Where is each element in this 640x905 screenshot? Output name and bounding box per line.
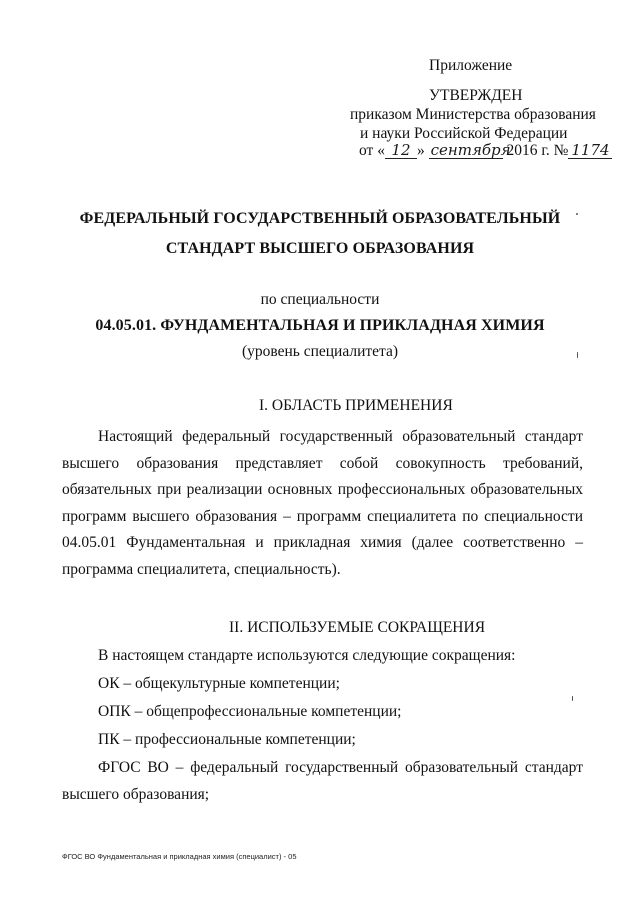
order-line-2: и науки Российской Федерации xyxy=(360,125,568,142)
abbreviation-fgos-line-2: высшего образования; xyxy=(62,786,210,803)
date-month-handwritten: сентября xyxy=(430,141,511,159)
date-day-handwritten: 12 xyxy=(385,142,417,159)
document-title-line-1: ФЕДЕРАЛЬНЫЙ ГОСУДАРСТВЕННЫЙ ОБРАЗОВАТЕЛЬНЫЙ xyxy=(79,210,561,227)
scan-speck xyxy=(572,696,573,701)
order-date-line xyxy=(359,141,612,161)
abbreviation-item: ОПК – общепрофессиональные компетенции; xyxy=(98,703,402,720)
section-1-text: Настоящий федеральный государственный образовательный стандарт высшего образования представляет собой совокупность требований, обязательных при реализации основных профессиональных образовательных программ высшего образования – программ специалитета по специальности 04.05.01 Фундаментальная и прикладная химия (далее соответственно – программа специалитета, специальность). xyxy=(62,428,583,578)
date-year: 2016 г. № xyxy=(506,142,569,159)
document-title-line-2: СТАНДАРТ ВЫСШЕГО ОБРАЗОВАНИЯ xyxy=(165,240,475,257)
order-line-1: приказом Министерства образования xyxy=(350,106,596,123)
section-1-heading: I. ОБЛАСТЬ ПРИМЕНЕНИЯ xyxy=(259,397,453,414)
specialty-name: 04.05.01. ФУНДАМЕНТАЛЬНАЯ И ПРИКЛАДНАЯ ХИМИЯ xyxy=(95,317,545,334)
order-number-handwritten: 1174 xyxy=(568,142,612,159)
approved-label: УТВЕРЖДЕН xyxy=(429,87,523,104)
abbreviation-fgos-line-1: ФГОС ВО – федеральный государственный образовательный стандарт xyxy=(98,759,583,776)
abbreviations-intro: В настоящем стандарте используются следующие сокращения: xyxy=(98,647,516,664)
specialty-level: (уровень специалитета) xyxy=(241,343,399,360)
abbreviation-item: ПК – профессиональные компетенции; xyxy=(98,731,356,748)
date-prefix: от « xyxy=(359,142,385,159)
appendix-label: Приложение xyxy=(429,57,513,74)
specialty-intro: по специальности xyxy=(260,291,380,308)
section-1-body xyxy=(62,424,583,583)
scan-speck xyxy=(576,213,578,215)
abbreviation-item: ОК – общекультурные компетенции; xyxy=(98,675,340,692)
date-mid: » xyxy=(416,142,425,159)
scan-speck xyxy=(577,352,578,358)
section-2-heading: II. ИСПОЛЬЗУЕМЫЕ СОКРАЩЕНИЯ xyxy=(229,619,486,636)
page-footer: ФГОС ВО Фундаментальная и прикладная химия (специалист) - 05 xyxy=(62,852,297,861)
